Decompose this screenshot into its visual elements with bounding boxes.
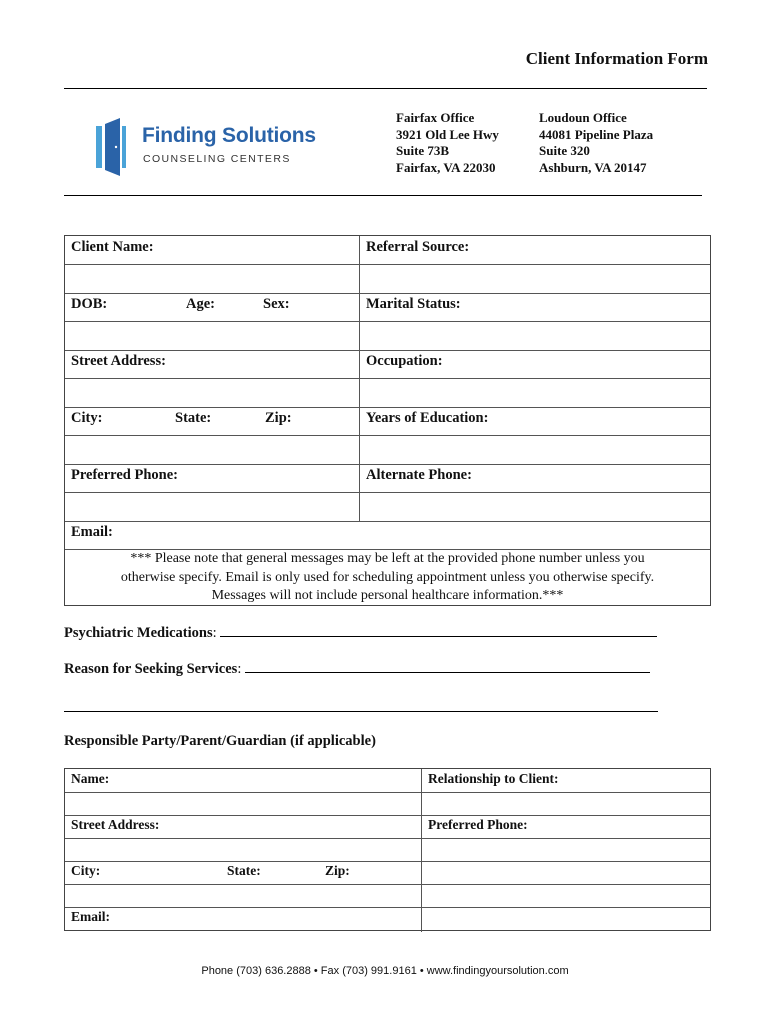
footer-contact: Phone (703) 636.2888 • Fax (703) 991.9161 • www.findingyoursolution.com	[201, 965, 569, 977]
guardian-preferred-phone-label: Preferred Phone:	[428, 817, 528, 832]
table-row-divider	[65, 492, 710, 493]
table-row-divider	[65, 407, 710, 408]
guardian-street-address-label: Street Address:	[71, 817, 160, 832]
office-name: Loudoun Office	[539, 110, 627, 125]
guardian-relationship-label: Relationship to Client:	[428, 771, 559, 786]
notice-line: Messages will not include personal healthcare information.***	[211, 588, 564, 603]
alternate-phone-label: Alternate Phone:	[366, 467, 472, 483]
field-colon: :	[237, 661, 242, 677]
table-row-divider	[65, 792, 710, 793]
preferred-phone-label: Preferred Phone:	[71, 467, 178, 483]
table-row-divider	[65, 861, 710, 862]
state-label: State:	[175, 410, 212, 426]
table-row-divider	[65, 815, 710, 816]
table-row-divider	[65, 293, 710, 294]
guardian-heading: Responsible Party/Parent/Guardian (if applicable)	[64, 733, 376, 749]
table-column-divider	[359, 236, 360, 521]
occupation-label: Occupation:	[366, 353, 443, 369]
client-info-table	[64, 235, 711, 606]
table-row-divider	[65, 464, 710, 465]
form-title: Client Information Form	[525, 49, 708, 68]
table-row-divider	[65, 521, 710, 522]
office-address-line: Suite 73B	[396, 143, 450, 158]
office-address-line: Suite 320	[539, 143, 590, 158]
guardian-state-label: State:	[227, 863, 261, 878]
table-row-divider	[65, 378, 710, 379]
office-address-line: Fairfax, VA 22030	[396, 159, 496, 175]
field-colon: :	[212, 625, 217, 641]
age-label: Age:	[186, 296, 215, 312]
psychiatric-medications-blank[interactable]	[220, 624, 657, 637]
psychiatric-medications-field	[64, 624, 657, 642]
zip-label: Zip:	[265, 410, 292, 426]
city-label: City:	[71, 410, 103, 426]
office-fairfax	[396, 110, 499, 176]
street-address-label: Street Address:	[71, 353, 166, 369]
guardian-table	[64, 768, 711, 931]
reason-for-services-field	[64, 660, 650, 678]
table-row-divider	[65, 264, 710, 265]
top-divider	[64, 88, 707, 89]
guardian-city-label: City:	[71, 863, 101, 878]
email-label: Email:	[71, 524, 113, 540]
door-logo-icon	[96, 118, 126, 176]
office-loudoun	[539, 110, 653, 176]
notice-line: otherwise specify. Email is only used for scheduling appointment unless you otherwise specify.	[120, 569, 655, 585]
notice-line: *** Please note that general messages may be left at the provided phone number unless you	[130, 551, 645, 566]
years-of-education-label: Years of Education:	[366, 410, 489, 426]
sex-label: Sex:	[263, 296, 290, 312]
table-row-divider	[65, 838, 710, 839]
client-name-label: Client Name:	[71, 239, 154, 255]
table-row-divider	[65, 321, 710, 322]
logo	[96, 118, 346, 178]
office-address-line: Ashburn, VA 20147	[539, 159, 647, 175]
table-row-divider	[65, 435, 710, 436]
reason-for-services-blank[interactable]	[245, 660, 650, 673]
office-address-line: 44081 Pipeline Plaza	[539, 126, 654, 142]
table-row-divider	[65, 350, 710, 351]
psychiatric-medications-label: Psychiatric Medications	[64, 625, 213, 641]
header-divider	[64, 195, 702, 196]
table-row-divider	[65, 884, 710, 885]
table-row-divider	[65, 907, 710, 908]
marital-status-label: Marital Status:	[366, 296, 461, 312]
reason-continuation-blank[interactable]	[64, 711, 658, 712]
guardian-zip-label: Zip:	[325, 863, 350, 878]
messages-notice	[65, 550, 710, 606]
guardian-name-label: Name:	[71, 771, 110, 786]
logo-name: Finding Solutions	[142, 124, 316, 147]
dob-label: DOB:	[71, 296, 108, 312]
guardian-email-label: Email:	[71, 909, 110, 924]
referral-source-label: Referral Source:	[366, 239, 470, 255]
office-address-line: 3921 Old Lee Hwy	[396, 126, 499, 142]
table-column-divider	[421, 769, 422, 932]
logo-subtitle: COUNSELING CENTERS	[143, 153, 291, 165]
office-name: Fairfax Office	[396, 110, 475, 125]
reason-for-services-label: Reason for Seeking Services	[64, 661, 238, 677]
